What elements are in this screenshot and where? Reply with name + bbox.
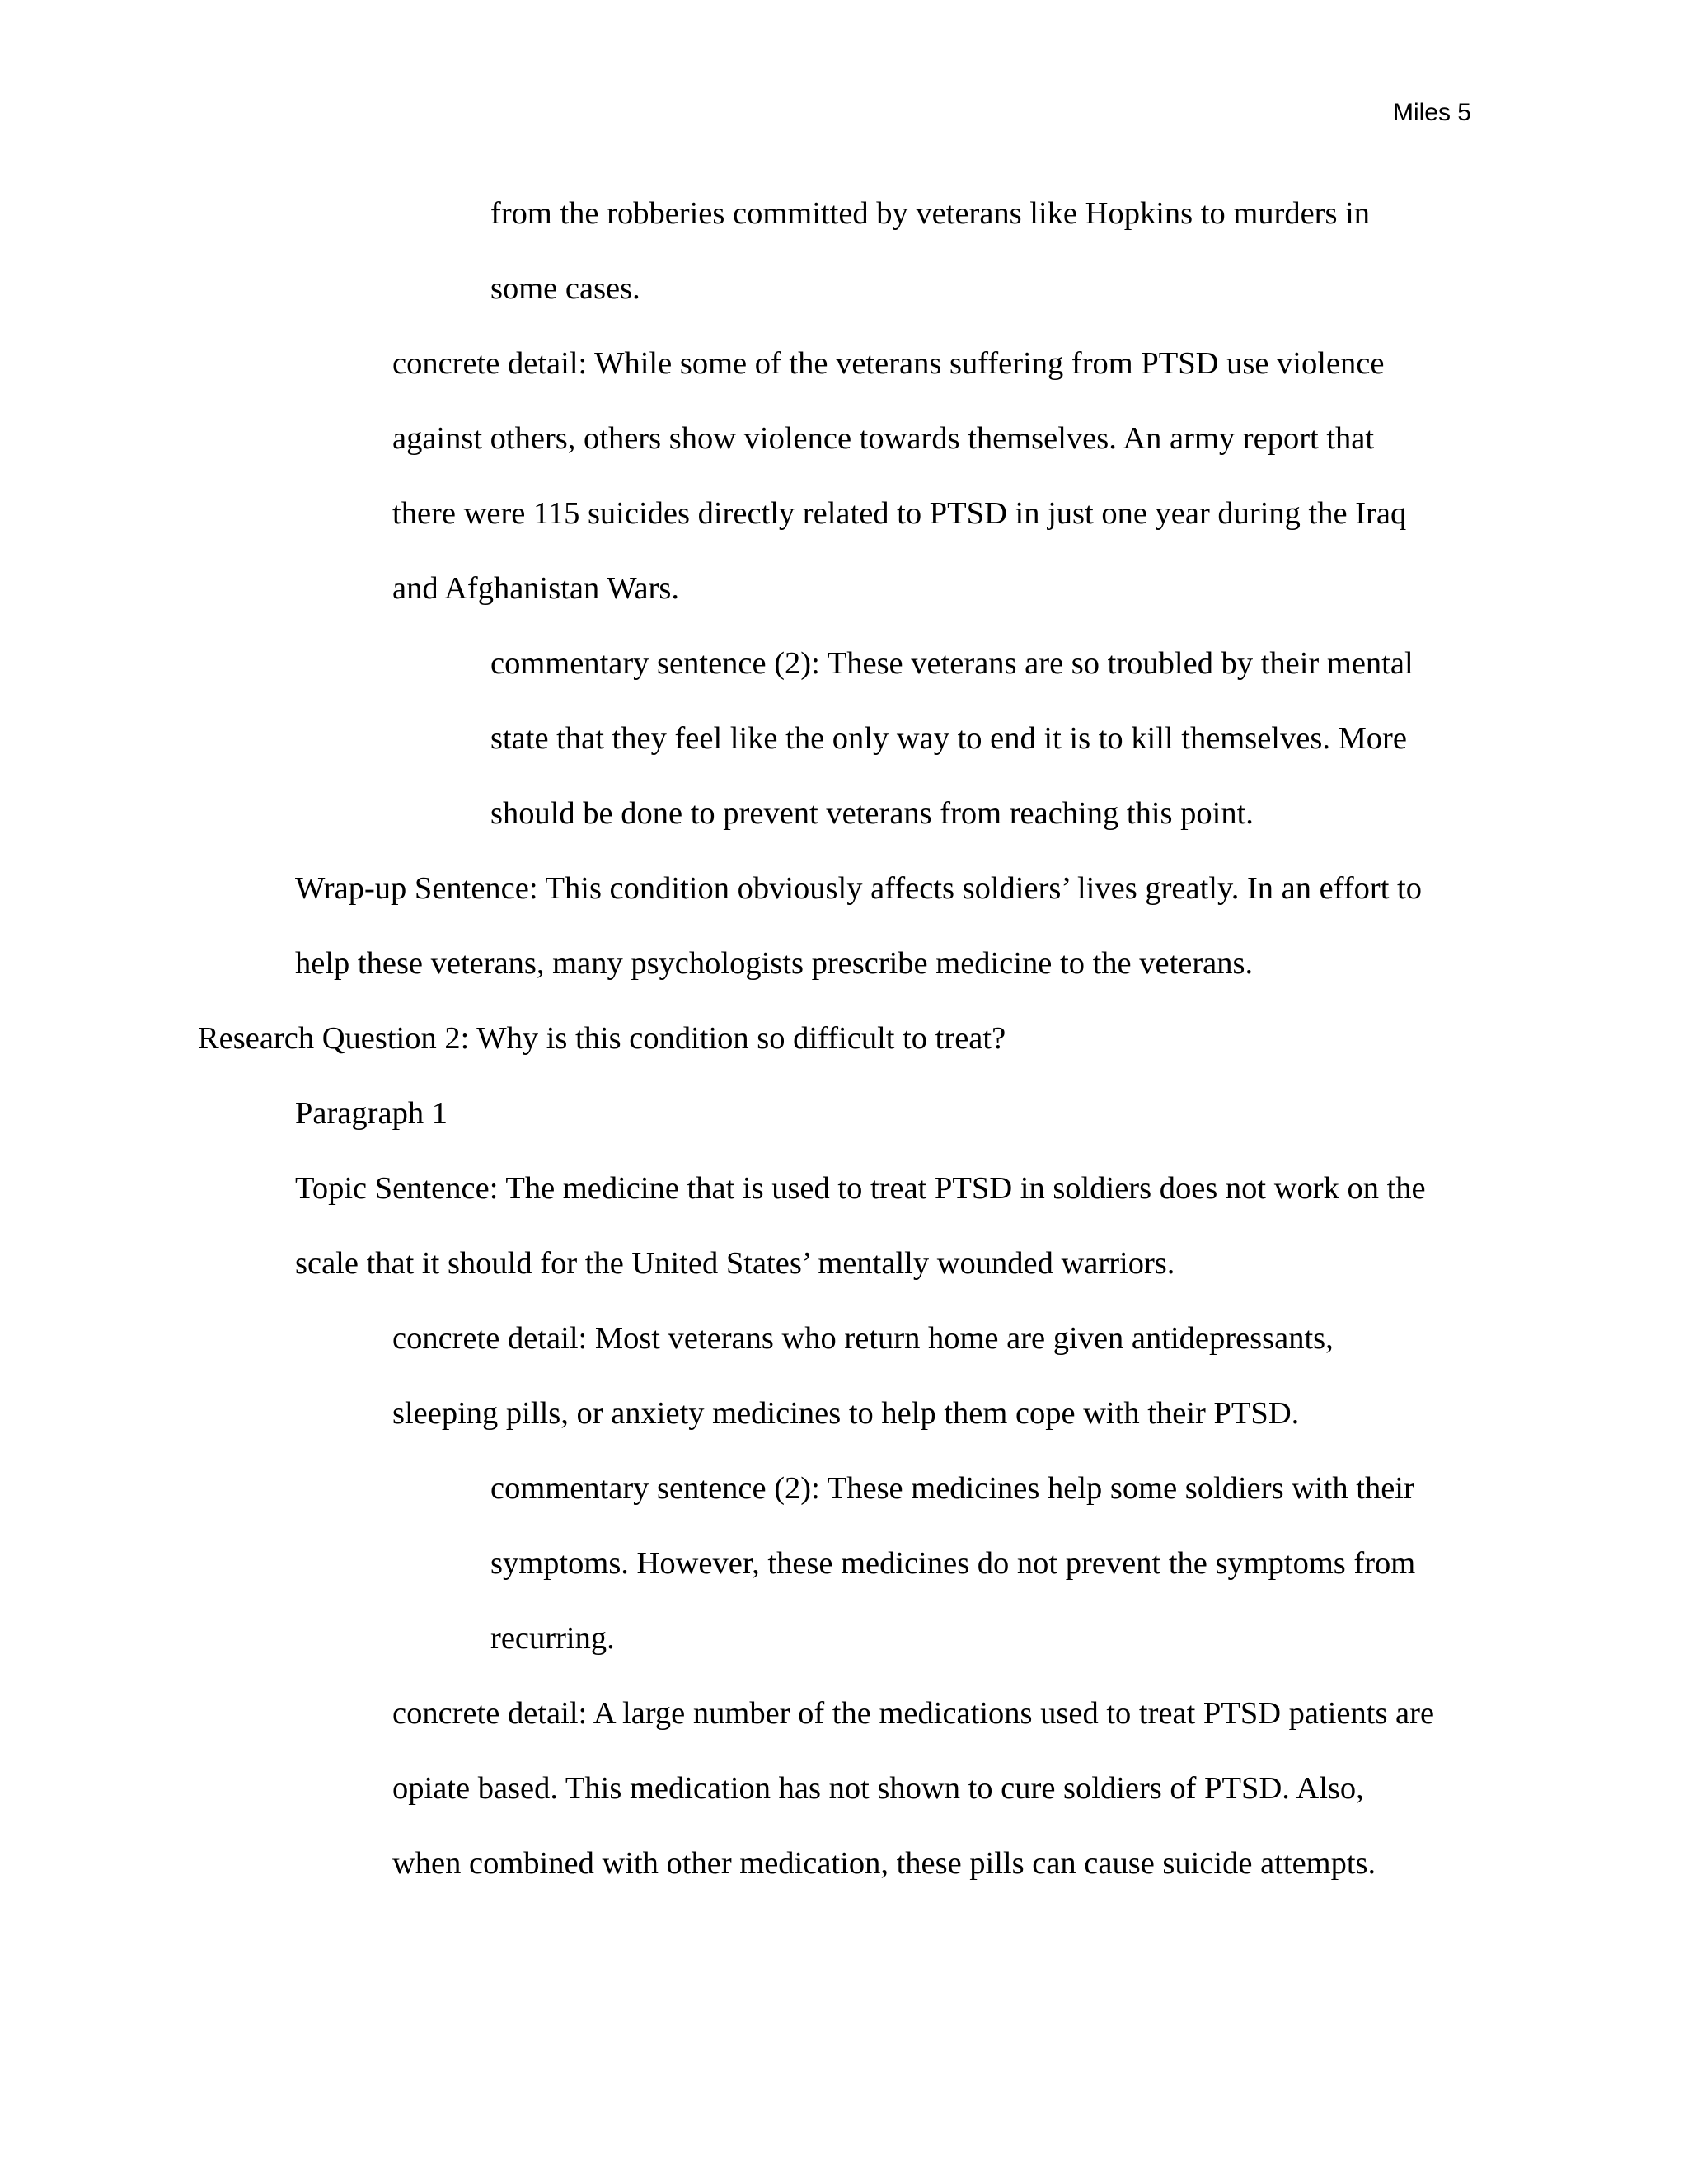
outline-line: some cases. [490,271,640,306]
outline-line: Wrap-up Sentence: This condition obviously affects soldiers’ lives greatly. In an effort to [295,871,1422,906]
outline-line: opiate based. This medication has not shown to cure soldiers of PTSD. Also, [392,1771,1364,1806]
outline-line: recurring. [490,1621,615,1656]
outline-line: concrete detail: Most veterans who return home are given antidepressants, [392,1321,1334,1356]
outline-line: when combined with other medication, these pills can cause suicide attempts. [392,1846,1376,1881]
outline-line: from the robberies committed by veterans like Hopkins to murders in [490,196,1371,231]
outline-line: sleeping pills, or anxiety medicines to help them cope with their PTSD. [392,1396,1300,1431]
outline-line: concrete detail: While some of the veterans suffering from PTSD use violence [392,346,1385,381]
outline-line: should be done to prevent veterans from reaching this point. [490,796,1254,831]
outline-line: commentary sentence (2): These veterans are so troubled by their mental [490,646,1414,681]
outline-line: there were 115 suicides directly related to PTSD in just one year during the Iraq [392,496,1407,531]
outline-line: state that they feel like the only way to end it is to kill themselves. More [490,721,1407,756]
outline-line: concrete detail: A large number of the medications used to treat PTSD patients are [392,1696,1435,1731]
outline-line: Topic Sentence: The medicine that is used to treat PTSD in soldiers does not work on the [295,1171,1426,1206]
research-question-heading: Research Question 2: Why is this condition so difficult to treat? [198,1021,1006,1056]
outline-line: symptoms. However, these medicines do not prevent the symptoms from [490,1546,1416,1581]
outline-line: commentary sentence (2): These medicines help some soldiers with their [490,1471,1414,1506]
outline-line: and Afghanistan Wars. [392,571,679,606]
outline-line: scale that it should for the United States’ mentally wounded warriors. [295,1246,1175,1281]
paragraph-label: Paragraph 1 [295,1096,448,1131]
outline-line: help these veterans, many psychologists prescribe medicine to the veterans. [295,946,1254,981]
outline-line: against others, others show violence towards themselves. An army report that [392,421,1375,456]
page-header: Miles 5 [1392,99,1471,126]
